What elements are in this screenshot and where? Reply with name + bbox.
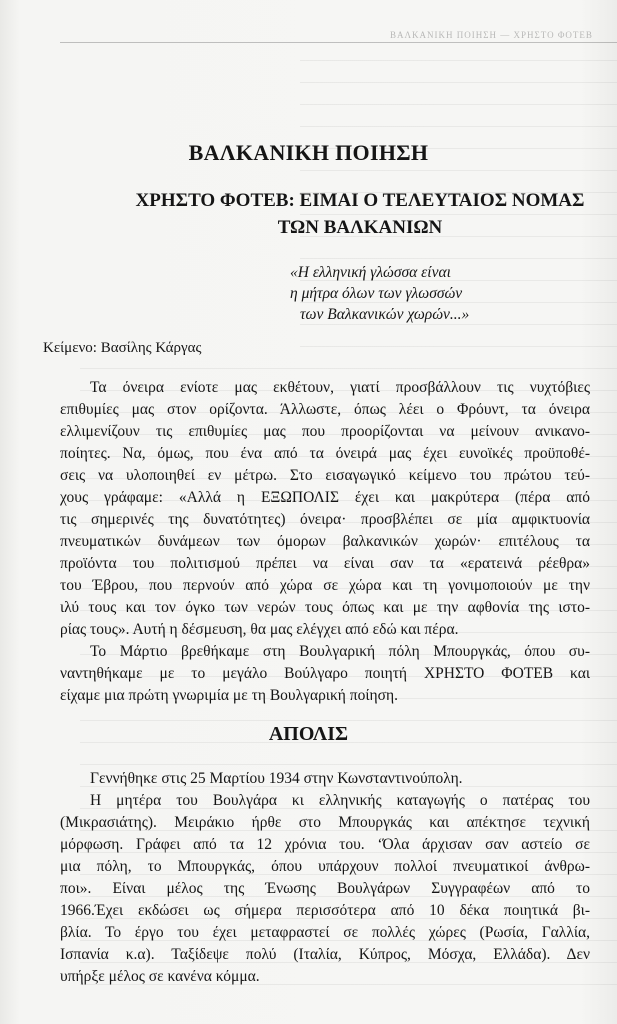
bleed-through-line xyxy=(300,170,617,171)
text-line: ελλιμενίζουν τις επιθυμίες μας που προορίζονται να μείνουν ανικανο- xyxy=(60,423,590,440)
text-line: ιλύ τους και τον όγκο των νερών τους όπως και με την αφθονία της ιστο- xyxy=(60,599,590,616)
bleed-through-line xyxy=(300,258,617,259)
text-line: μια πόλη, το Μπουργκάς, όπου υπάρχουν πολλοί πνευματικοί άνθρω- xyxy=(60,858,590,875)
section-title: ΑΠΟΛΙΣ xyxy=(268,723,349,745)
text-line: (Μικρασιάτης). Μειράκιο ήρθε στο Μπουργκάς και απέκτησε τεχνική xyxy=(60,814,590,831)
article-subtitle xyxy=(120,187,600,241)
bleed-through-line xyxy=(80,764,617,765)
bleed-through-line xyxy=(300,346,617,347)
text-line: Τα όνειρα ενίοτε μας εκθέτουν, γιατί προσβάλλουν τις νυχτόβιες xyxy=(90,379,590,396)
text-line: Γεννήθηκε στις 25 Μαρτίου 1934 στην Κωνσταντινούπολη. xyxy=(90,770,463,787)
quote-line: η μήτρα όλων των γλωσσών xyxy=(290,285,463,302)
text-line: ρίας τους». Αυτή η δέσμευση, θα μας ελέγχει από εδώ και πέρα. xyxy=(60,621,459,638)
text-line: 1966.Έχει εκδώσει ως σήμερα περισσότερα από 10 δέκα ποιητικά βι- xyxy=(60,902,590,919)
author-credit: Κείμενο: Βασίλης Κάργας xyxy=(43,340,202,356)
text-line: χους γράφαμε: «Αλλά η ΕΞΩΠΟΛΙΣ έχει και μακρύτερα (πέρα από xyxy=(60,489,590,506)
text-line: τις σημερινές της δυνατότητες) όνειρα· προσβλέπει σε μία αμφικτυονία xyxy=(60,511,590,528)
text-line: ναντηθήκαμε με το μεγάλο Βούλγαρο ποιητή ΧΡΗΣΤΟ ΦΟΤΕΒ και xyxy=(60,665,590,682)
text-line: Η μητέρα του Βουλγάρα κι ελληνικής καταγωγής ο πατέρας του xyxy=(90,792,590,809)
intro-paragraph-2 xyxy=(60,641,590,707)
bleed-through-line xyxy=(300,60,617,61)
bleed-through-header: ΒΑΛΚΑΝΙΚΗ ΠΟΙΗΣΗ — ΧΡΗΣΤΟ ΦΟΤΕΒ xyxy=(390,30,593,40)
text-line: μόρφωση. Γράφει από τα 12 χρόνια του. ‘Όλα άρχισαν σαν αστείο σε xyxy=(60,836,590,853)
page-title: ΒΑΛΚΑΝΙΚΗ ΠΟΙΗΣΗ xyxy=(188,140,429,165)
subtitle-line: ΤΩΝ ΒΑΛΚΑΝΙΩΝ xyxy=(277,217,443,238)
intro-paragraph xyxy=(60,377,590,641)
text-line: Ισπανία κ.α). Ταξίδεψε πολύ (Ιταλία, Κύπρος, Μόσχα, Ελλάδα). Δεν xyxy=(60,946,590,963)
text-line: πνευματικών δυνάμεων των όμορων βαλκανικών χωρών· επιτέλους τα xyxy=(60,533,590,550)
text-line: βλία. Το έργο του έχει μεταφραστεί σε πολλές χώρες (Ρωσία, Γαλλία, xyxy=(60,924,590,941)
text-line: επιθυμίες μας στον ορίζοντα. Άλλωστε, όπως λέει ο Φρόυντ, τα όνειρα xyxy=(60,401,590,418)
text-line: σεις να υλοποιηθεί εν μέτρω. Στο εισαγωγικό κείμενο του πρώτου τεύ- xyxy=(60,467,590,484)
quote-line: των Βαλκανικών χωρών...» xyxy=(300,306,470,323)
text-line: ποι». Είναι μέλος της Ένωσης Βουλγάρων Συγγραφέων από το xyxy=(60,880,590,897)
bleed-through-line xyxy=(80,720,617,721)
bio-paragraph-1 xyxy=(60,768,590,790)
header-rule xyxy=(60,42,617,43)
bleed-through-line xyxy=(300,104,617,105)
bleed-through-line xyxy=(80,368,617,369)
bleed-through-line xyxy=(300,126,617,127)
bleed-through-line xyxy=(300,82,617,83)
text-line: του Έβρου, που περνούν από χώρα σε χώρα και τη γονιμοποιούν με την xyxy=(60,577,590,594)
text-line: ποίητες. Να, όμως, που ένα από τα όνειρά μας έχει ευνοϊκές προϋποθέ- xyxy=(60,445,590,462)
subtitle-line: ΧΡΗΣΤΟ ΦΟΤΕΒ: ΕΙΜΑΙ Ο ΤΕΛΕΥΤΑΙΟΣ ΝΟΜΑΣ xyxy=(135,190,585,211)
text-line: προϊόντα του πολιτισμού πρέπει να είναι σαν τα «ερατεινά ρέεθρα» xyxy=(60,555,590,572)
pull-quote xyxy=(290,262,590,325)
quote-line: «Η ελληνική γλώσσα είναι xyxy=(290,264,451,281)
text-line: είχαμε μια πρώτη γνωριμία με τη Βουλγαρική ποίηση. xyxy=(60,687,398,704)
text-line: υπήρξε μέλος σε κανένα κόμμα. xyxy=(60,968,260,985)
text-line: Το Μάρτιο βρεθήκαμε στη Βουλγαρική πόλη Μπουργκάς, όπου συ- xyxy=(90,643,590,660)
bio-paragraph-2 xyxy=(60,790,590,988)
